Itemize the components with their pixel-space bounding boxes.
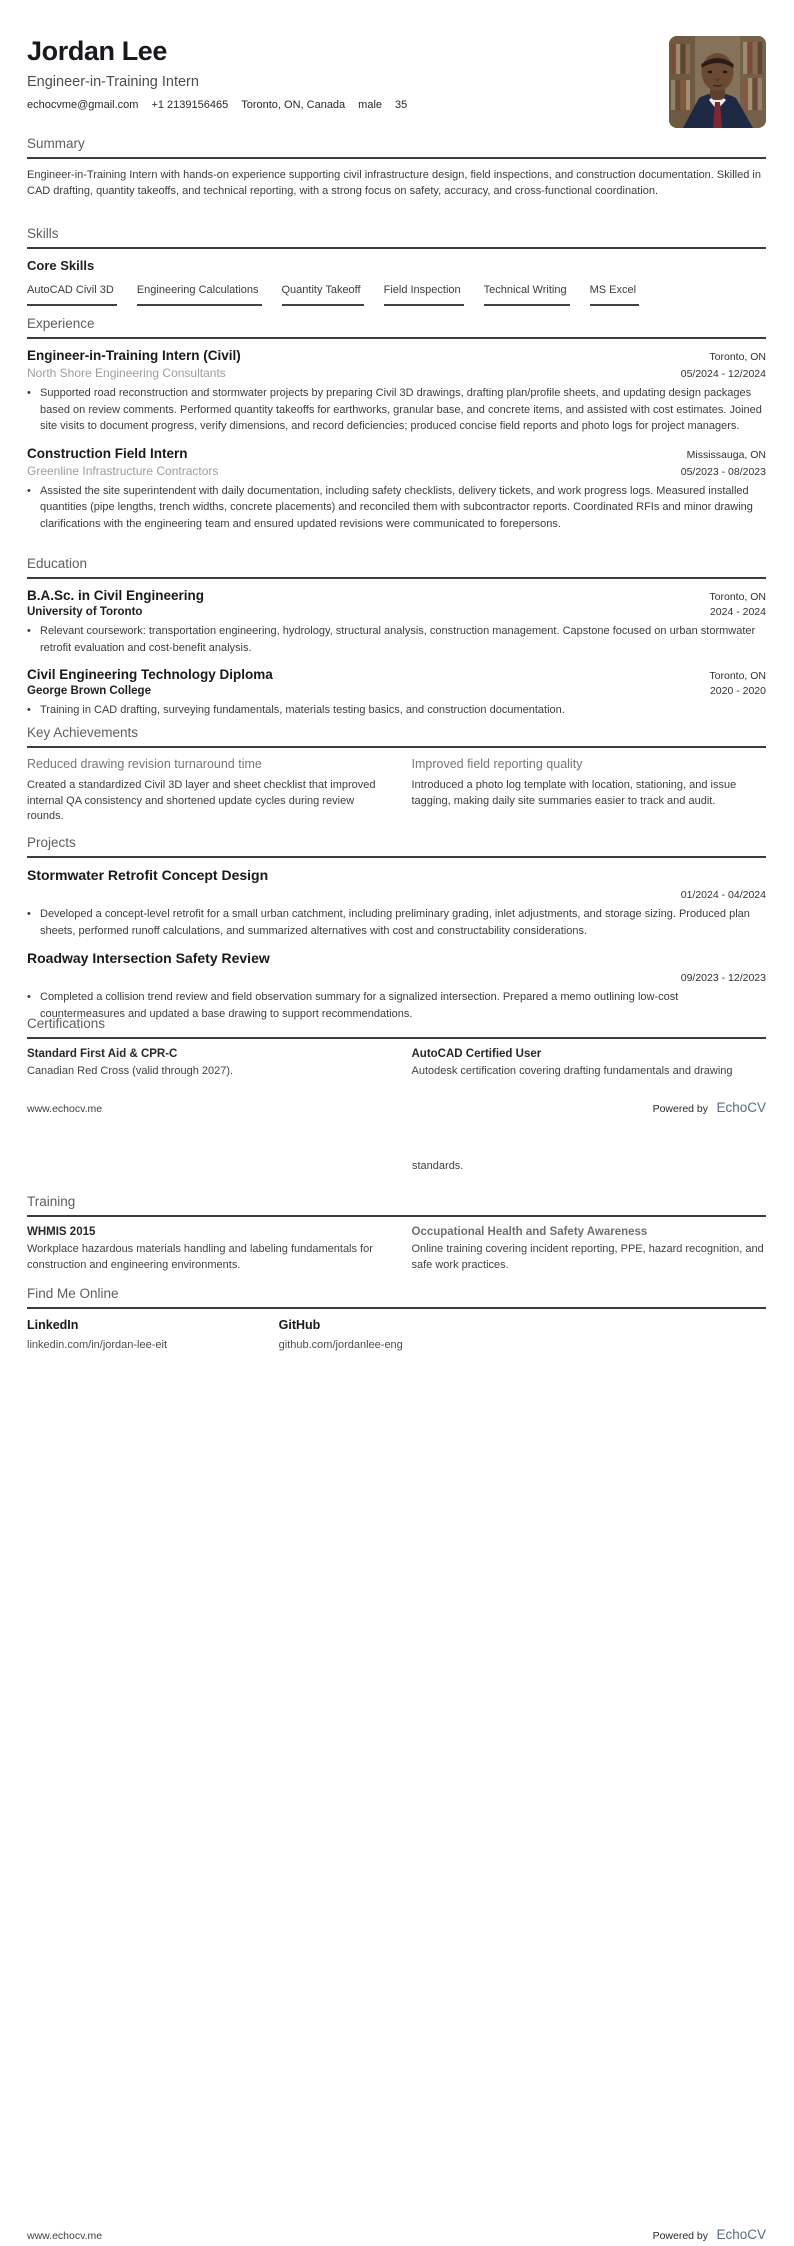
achievement-title: Reduced drawing revision turnaround time	[27, 757, 262, 771]
key-achievements-heading: Key Achievements	[27, 725, 766, 748]
project-dates: 09/2023 - 12/2023	[680, 972, 766, 984]
echocv-brand[interactable]: EchoCV	[716, 1100, 766, 1115]
project-bullet: • Developed a concept-level retrofit for a small urban catchment, including preliminary grading, inlet adjustments, and storage sizing. Produced plan sheets, performed runoff calculations, and summarized alternatives with cost and constructability considerations.	[27, 906, 766, 939]
online-profile-label: LinkedIn	[27, 1318, 79, 1332]
contact-location: Toronto, ON, Canada	[241, 99, 346, 111]
projects-heading: Projects	[27, 835, 766, 858]
skill-chip: Engineering Calculations	[137, 284, 262, 306]
project-title: Roadway Intersection Safety Review	[27, 950, 270, 966]
achievement-item	[27, 757, 382, 825]
experience-item	[27, 348, 766, 435]
header	[27, 36, 766, 111]
contact-gender: male	[358, 99, 383, 111]
achievement-item	[412, 757, 767, 825]
footer-site-url[interactable]: www.echocv.me	[27, 1103, 103, 1115]
education-dates: 2024 - 2024	[709, 606, 766, 618]
project-item	[27, 867, 766, 939]
skill-chip: Field Inspection	[384, 284, 464, 306]
summary-text: Engineer-in-Training Intern with hands-on experience supporting civil infrastructure design, field inspections, and construction documentation. Skilled in CAD drafting, quantity takeoffs, and technical reporting, with a strong focus on safety, accuracy, and cross-functional coordination.	[27, 169, 761, 197]
experience-company: Greenline Infrastructure Contractors	[27, 463, 219, 478]
training-text: Workplace hazardous materials handling and labeling fundamentals for construction and engineering environments.	[27, 1243, 373, 1271]
page1-footer	[27, 1099, 766, 1117]
education-location: Toronto, ON	[709, 670, 766, 682]
online-profile-label: GitHub	[278, 1318, 321, 1332]
footer-powered: Powered by EchoCV	[652, 1100, 766, 1115]
experience-bullet: • Supported road reconstruction and stormwater projects by preparing Civil 3D drawings, drafting plan/profile sheets, and updating design packages based on review comments. Performed quantity takeoffs for earthworks, granular base, and concrete items, and assisted with cost estimates. Joined site visits to document progress, verify dimensions, and record deficiencies; produced concise field reports and photo logs for project managers.	[27, 385, 766, 435]
certification-item	[412, 1048, 767, 1080]
certification-text: Autodesk certification covering drafting fundamentals and drawing	[411, 1065, 733, 1077]
bullet-icon: •	[27, 625, 31, 637]
experience-title: Construction Field Intern	[27, 445, 188, 461]
footer-site-url[interactable]: www.echocv.me	[27, 2230, 103, 2242]
training-text: Online training covering incident reporting, PPE, hazard recognition, and safe work practices.	[411, 1243, 764, 1271]
training-title: Occupational Health and Safety Awareness	[411, 1226, 648, 1238]
contact-age: 35	[395, 99, 408, 111]
education-school: University of Toronto	[27, 606, 143, 618]
education-degree: B.A.Sc. in Civil Engineering	[27, 588, 205, 603]
bullet-icon: •	[27, 704, 31, 716]
profile-photo-illustration	[669, 36, 766, 128]
experience-location: Mississauga, ON	[686, 448, 766, 461]
achievement-title: Improved field reporting quality	[411, 757, 583, 771]
experience-heading: Experience	[27, 316, 766, 339]
section-key-achievements	[27, 725, 766, 825]
section-projects	[27, 835, 766, 1033]
project-dates: 01/2024 - 04/2024	[680, 889, 766, 901]
education-bullet: • Relevant coursework: transportation engineering, hydrology, structural analysis, construction management. Capstone focused on urban stormwater retrofit evaluation and cost-benefit analysis.	[27, 623, 766, 656]
achievement-text: Introduced a photo log template with location, stationing, and issue tagging, making daily site summaries easier to track and audit.	[411, 779, 737, 807]
project-title: Stormwater Retrofit Concept Design	[27, 867, 269, 883]
education-degree: Civil Engineering Technology Diploma	[27, 667, 273, 682]
education-item	[27, 667, 766, 719]
experience-bullet: • Assisted the site superintendent with daily documentation, including safety checklists, delivery tickets, and work progress logs. Measured installed quantities (pipe lengths, trench widths, concrete placements) and reconciled them with subcontractor reports. Coordinated RFIs and minor drawing clarifications with the engineering team and ensured updated revisions were communicated to forepersons.	[27, 483, 766, 533]
profile-photo	[669, 36, 766, 128]
online-profile-url[interactable]: github.com/jordanlee-eng	[278, 1339, 403, 1351]
training-item	[27, 1226, 382, 1273]
section-certifications	[27, 1016, 766, 1080]
project-bullet: • Completed a collision trend review and field observation summary for a signalized intersection. Prepared a memo outlining low-cost countermeasures and updated a base drawing to support recommendations.	[27, 989, 766, 1022]
section-find-me-online	[27, 1286, 766, 1351]
bullet-icon: •	[27, 991, 31, 1003]
section-training	[27, 1194, 766, 1273]
contact-phone[interactable]: +1 2139156465	[151, 99, 229, 111]
achievement-text: Created a standardized Civil 3D layer and sheet checklist that improved internal QA consistency and shortened update cycles during review rounds.	[27, 779, 376, 822]
certification-title: AutoCAD Certified User	[411, 1048, 542, 1060]
footer-powered: Powered by EchoCV	[652, 2227, 766, 2242]
bullet-icon: •	[27, 387, 31, 399]
candidate-name: Jordan Lee	[27, 36, 168, 66]
page2-footer	[27, 2226, 766, 2244]
skills-group-title: Core Skills	[27, 258, 95, 273]
training-title: WHMIS 2015	[27, 1226, 96, 1238]
candidate-title: Engineer-in-Training Intern	[27, 74, 199, 90]
summary-heading: Summary	[27, 136, 766, 159]
education-school: George Brown College	[27, 685, 151, 697]
certification-title: Standard First Aid & CPR-C	[27, 1048, 178, 1060]
education-bullet: • Training in CAD drafting, surveying fundamentals, materials testing basics, and construction documentation.	[27, 702, 766, 719]
education-heading: Education	[27, 556, 766, 579]
skill-chip: Quantity Takeoff	[282, 284, 364, 306]
certification-text: Canadian Red Cross (valid through 2027).	[27, 1065, 234, 1077]
find-me-online-heading: Find Me Online	[27, 1286, 766, 1309]
section-experience	[27, 316, 766, 543]
education-location: Toronto, ON	[709, 591, 766, 603]
experience-location: Toronto, ON	[709, 351, 766, 363]
skills-list	[27, 284, 766, 306]
experience-title: Engineer-in-Training Intern (Civil)	[27, 348, 241, 363]
online-profile-item	[279, 1318, 515, 1351]
contact-email[interactable]: echocvme@gmail.com	[27, 99, 139, 111]
education-dates: 2020 - 2020	[709, 685, 766, 697]
bullet-icon: •	[27, 484, 31, 497]
contact-line	[27, 99, 766, 111]
echocv-brand[interactable]: EchoCV	[716, 2227, 766, 2242]
section-education	[27, 556, 766, 730]
certification-item	[27, 1048, 382, 1080]
skills-heading: Skills	[27, 226, 766, 249]
certification-text-continuation: standards.	[412, 1160, 464, 1172]
training-item	[412, 1226, 767, 1273]
education-item	[27, 588, 766, 656]
skill-chip: Technical Writing	[484, 284, 570, 306]
bullet-icon: •	[27, 908, 31, 920]
online-profile-item	[27, 1318, 263, 1351]
experience-dates: 05/2023 - 08/2023	[680, 465, 766, 478]
section-skills	[27, 226, 766, 306]
experience-company: North Shore Engineering Consultants	[27, 366, 226, 380]
online-profile-url[interactable]: linkedin.com/in/jordan-lee-eit	[27, 1339, 168, 1351]
experience-dates: 05/2024 - 12/2024	[680, 368, 766, 380]
training-heading: Training	[27, 1194, 766, 1217]
skill-chip: MS Excel	[590, 284, 639, 306]
skill-chip: AutoCAD Civil 3D	[27, 284, 117, 306]
project-item	[27, 950, 766, 1022]
section-summary	[27, 136, 766, 199]
experience-item	[27, 446, 766, 533]
certifications-heading: Certifications	[27, 1016, 766, 1039]
